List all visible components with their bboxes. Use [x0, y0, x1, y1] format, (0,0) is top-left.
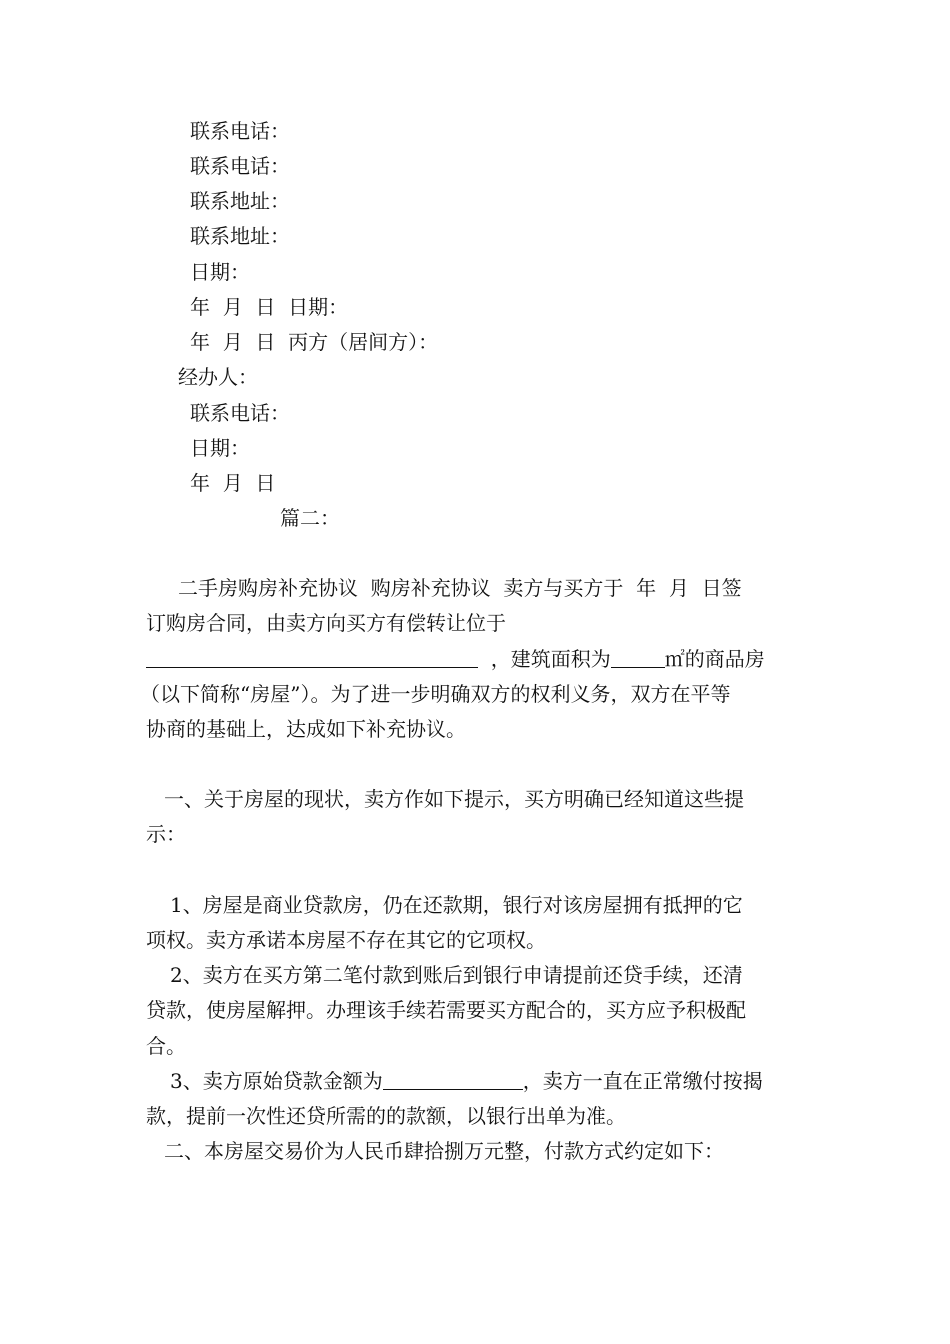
loan-amount-tail: ，卖方一直在正常缴付按揭	[522, 1069, 763, 1093]
intro-line	[146, 646, 806, 672]
loan-amount-text: 3、卖方原始贷款金额为	[170, 1069, 383, 1093]
contact-address-label: 联系地址：	[190, 189, 290, 213]
item-two-line: 贷款，使房屋解押。办理该手续若需要买方配合的，买方应予积极配	[146, 998, 746, 1022]
date-label: 日期：	[190, 436, 250, 460]
party-c-line: 年 月 日 丙方（居间方）：	[190, 330, 439, 354]
intro-line: 订购房合同，由卖方向买方有偿转让位于	[146, 611, 506, 635]
item-one-line: 项权。卖方承诺本房屋不存在其它的它项权。	[146, 928, 546, 952]
date-line: 年 月 日 日期：	[190, 295, 349, 319]
item-two-line: 2、卖方在买方第二笔付款到账后到银行申请提前还贷手续，还清	[170, 963, 743, 987]
area-text: ，建筑面积为	[490, 647, 611, 671]
item-two-line: 合。	[146, 1034, 186, 1058]
section-title: 篇二：	[280, 506, 340, 530]
area-unit-text: ㎡的商品房	[664, 647, 765, 671]
handler-label: 经办人：	[178, 365, 258, 389]
item-three-line: 款，提前一次性还贷所需的的款额，以银行出单为准。	[146, 1104, 626, 1128]
area-blank	[611, 647, 665, 668]
item-three-line	[170, 1068, 830, 1094]
date-line: 年 月 日	[190, 471, 276, 495]
intro-line: 协商的基础上，达成如下补充协议。	[146, 717, 466, 741]
clause-one-line: 一、关于房屋的现状，卖方作如下提示，买方明确已经知道这些提	[164, 787, 744, 811]
clause-two-line: 二、本房屋交易价为人民币肆拾捌万元整，付款方式约定如下：	[164, 1139, 724, 1163]
loan-amount-blank	[383, 1069, 523, 1090]
contact-phone-label: 联系电话：	[190, 119, 290, 143]
contact-address-label: 联系地址：	[190, 224, 290, 248]
date-label: 日期：	[190, 260, 250, 284]
intro-line: 二手房购房补充协议 购房补充协议 卖方与买方于 年 月 日签	[178, 576, 742, 600]
contact-phone-label: 联系电话：	[190, 401, 290, 425]
intro-line: （以下简称“房屋”）。为了进一步明确双方的权利义务，双方在平等	[140, 682, 731, 706]
address-blank	[146, 647, 478, 668]
contact-phone-label: 联系电话：	[190, 154, 290, 178]
item-one-line: 1、房屋是商业贷款房，仍在还款期，银行对该房屋拥有抵押的它	[170, 893, 743, 917]
clause-one-line: 示：	[146, 822, 186, 846]
